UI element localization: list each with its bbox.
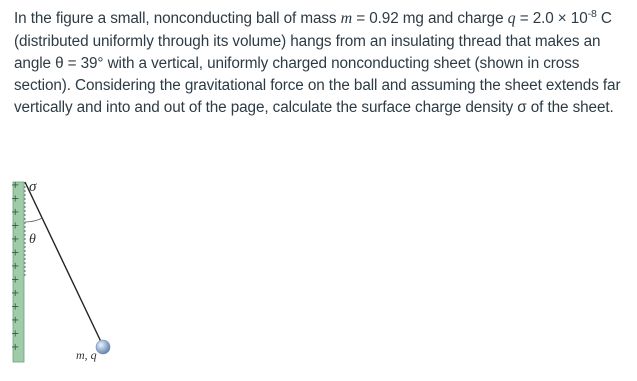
plus-sign: + <box>11 234 20 245</box>
plus-sign: + <box>11 207 20 218</box>
problem-statement <box>14 8 622 119</box>
plus-sign: + <box>11 261 20 272</box>
plus-sign: + <box>11 342 20 353</box>
theta-label: θ <box>29 232 36 247</box>
plus-sign: + <box>11 220 20 232</box>
plus-sign: + <box>11 328 20 340</box>
plus-sign: + <box>11 274 20 286</box>
angle-arc <box>25 218 43 222</box>
problem-text-part-3: = 2.0 × 10 <box>515 10 588 27</box>
problem-text-part-1: In the figure a small, nonconducting ball of mass <box>14 10 341 27</box>
exponent: -8 <box>587 8 597 20</box>
thread <box>25 182 103 346</box>
plus-sign: + <box>11 193 20 205</box>
plus-sign: + <box>11 180 20 191</box>
figure-drawing <box>0 168 140 378</box>
physics-figure <box>0 168 140 378</box>
plus-sign: + <box>11 301 20 313</box>
charged-ball <box>96 340 110 354</box>
plus-sign: + <box>11 315 20 326</box>
plus-sign: + <box>11 288 20 299</box>
ball-label: m, q <box>76 348 97 362</box>
plus-sign: + <box>11 247 20 259</box>
problem-text-part-4: C (distributed uniformly through its volume) hangs from an insulating thread that makes an angle θ = 39° with a vertical, uniformly charged nonconducting sheet (shown in cross section). Considering the gravitational force on the ball and assuming the sheet extends far vertically and into and out of the page, calculate the surface charge density σ of the sheet. <box>14 10 621 116</box>
sigma-label: σ <box>29 179 37 195</box>
problem-text-part-2: = 0.92 mg and charge <box>352 10 508 27</box>
charge-variable: q <box>507 10 516 27</box>
mass-variable: m <box>340 10 353 27</box>
